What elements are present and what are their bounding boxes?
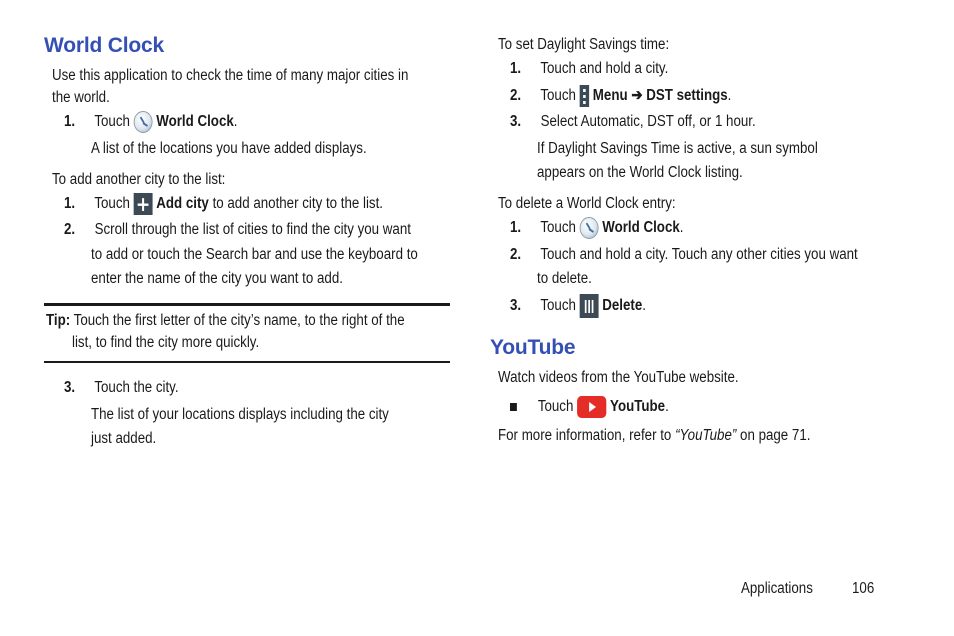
step-number: 3. <box>64 379 76 396</box>
footer-section: Applications <box>741 580 813 597</box>
add-city-label: Add city <box>156 195 209 212</box>
menu-icon <box>580 85 589 107</box>
step-text: Touch the city. <box>94 379 179 396</box>
delete-step2 <box>510 243 858 267</box>
youtube-page-link[interactable]: “YouTube” <box>675 427 737 444</box>
world-clock-intro-line2: the world. <box>52 89 110 106</box>
world-clock-step1-note: A list of the locations you have added displays. <box>91 140 367 157</box>
step-punct: . <box>642 297 646 315</box>
step-text: Touch <box>94 113 130 130</box>
add-city-intro: To add another city to the list: <box>52 171 226 188</box>
add-step2-line2: to add or touch the Search bar and use the keyboard to <box>91 246 418 263</box>
youtube-intro: Watch videos from the YouTube website. <box>498 369 739 386</box>
world-clock-label: World Clock <box>156 113 234 130</box>
add-icon: + <box>134 193 153 215</box>
step-number: 1. <box>510 60 522 77</box>
delete-step2-line2: to delete. <box>537 270 592 287</box>
step-text: Touch and hold a city. <box>540 60 669 77</box>
tip-bottom-rule <box>44 361 450 363</box>
delete-intro: To delete a World Clock entry: <box>498 195 676 212</box>
world-clock-icon <box>580 217 599 239</box>
tip-line2: list, to find the city more quickly. <box>72 334 260 351</box>
add-step2-line3: enter the name of the city you want to add. <box>91 270 343 287</box>
delete-step1 <box>510 216 683 240</box>
step-number: 1. <box>64 195 76 212</box>
world-clock-heading: World Clock <box>44 34 164 57</box>
dst-note2: appears on the World Clock listing. <box>537 164 743 181</box>
youtube-bullet <box>510 395 669 419</box>
step-punct: . <box>679 219 684 236</box>
tip-text: Touch the first letter of the city’s name, to the right of the <box>73 312 405 329</box>
step-text: Select Automatic, DST off, or 1 hour. <box>540 113 756 130</box>
tip-line1 <box>46 309 405 333</box>
step-punct: . <box>727 87 732 104</box>
arrow-icon: ➔ <box>631 87 643 104</box>
dst-note1: If Daylight Savings Time is active, a sun symbol <box>537 140 818 157</box>
add-step3-note2: just added. <box>91 430 157 447</box>
more-info-text: For more information, refer to <box>498 427 672 444</box>
step-number: 2. <box>510 246 522 263</box>
step-text: Touch <box>540 219 576 236</box>
step-number: 2. <box>64 221 76 238</box>
delete-step3 <box>510 294 646 318</box>
dst-step3 <box>510 110 756 134</box>
youtube-heading: YouTube <box>490 336 576 359</box>
youtube-more-info <box>498 424 810 448</box>
add-step1 <box>64 192 383 216</box>
step-text: Touch <box>537 398 574 415</box>
step-number: 1. <box>510 219 522 236</box>
step-text: Scroll through the list of cities to find the city you want <box>94 221 411 238</box>
add-step2 <box>64 218 411 242</box>
page-number: 106 <box>852 580 875 597</box>
world-clock-step1 <box>64 110 237 134</box>
world-clock-intro-line1: Use this application to check the time of many major cities in <box>52 67 409 84</box>
tip-top-rule <box>44 303 450 306</box>
step-number: 3. <box>510 113 522 130</box>
menu-label: Menu <box>592 87 628 104</box>
step-number: 3. <box>510 297 522 315</box>
step-text: Touch <box>540 297 576 315</box>
step-text: Touch <box>94 195 130 212</box>
world-clock-label: World Clock <box>602 219 680 236</box>
step-text: Touch and hold a city. Touch any other cities you want <box>540 246 858 263</box>
step-text: Touch <box>540 87 576 104</box>
step-number: 2. <box>510 87 522 104</box>
world-clock-icon <box>134 111 153 133</box>
dst-step2 <box>510 84 731 108</box>
dst-intro: To set Daylight Savings time: <box>498 36 670 53</box>
step-number: 1. <box>64 113 76 130</box>
bullet-icon <box>510 403 517 411</box>
more-info-post: on page 71. <box>740 427 811 444</box>
step-punct: . <box>665 398 669 415</box>
step-punct: . <box>233 113 238 130</box>
dst-settings-label: DST settings <box>646 87 728 104</box>
delete-label: Delete <box>602 297 643 315</box>
step-text-post: to add another city to the list. <box>212 195 383 212</box>
add-step3-note1: The list of your locations displays including the city <box>91 406 389 423</box>
dst-step1 <box>510 57 668 81</box>
tip-label: Tip: <box>46 312 71 329</box>
add-step3 <box>64 376 179 400</box>
youtube-icon <box>577 396 606 418</box>
youtube-label: YouTube <box>610 398 666 415</box>
trash-icon <box>580 294 599 318</box>
